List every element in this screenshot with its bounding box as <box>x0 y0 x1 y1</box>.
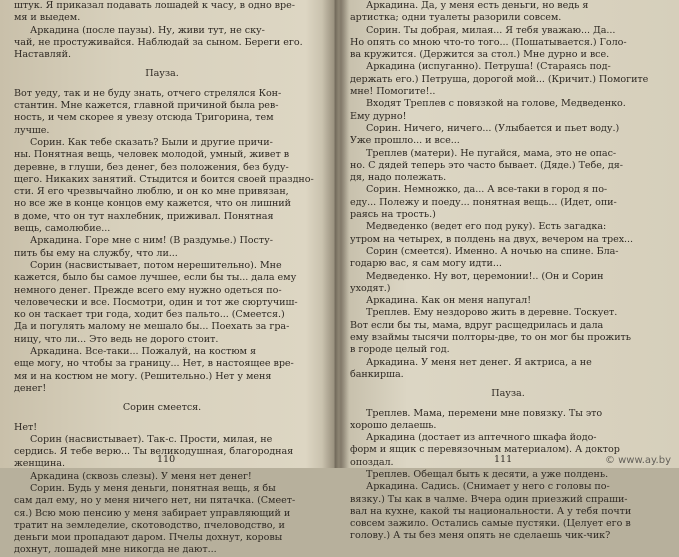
text-line: пить бы ему на службу, что ли... <box>14 247 178 259</box>
text-line: чай, не простуживайся. Наблюдай за сыном. Береги его. <box>14 36 303 48</box>
right-page <box>334 0 679 542</box>
spacer <box>14 81 310 88</box>
text-line: Входят Треплев с повязкой на голове, Медведенко. <box>366 98 626 110</box>
text-line: Пауза. <box>145 68 179 80</box>
text-line: щего. Никаких занятий. Стыдится и боится своей праздно- <box>14 173 314 185</box>
text-line: Аркадина (после паузы). Ну, живи тут, не ску- <box>30 24 265 36</box>
text-line: Сорин. Будь у меня деньги, понятная вещь, я бы <box>30 482 276 494</box>
text-line: ны. Понятная вещь, человек молодой, умный, живет в <box>14 149 290 161</box>
text-line: но. С дядей теперь это часто бывает. (Дяде.) Тебе, дя- <box>350 159 623 171</box>
watermark: © www.ay.by <box>604 455 671 466</box>
spacer <box>14 61 310 68</box>
text-line: тратит на земледелие, скотоводство, пчеловодство, и <box>14 519 285 531</box>
text-line: Треплев. Обещал быть к десяти, а уже полдень. <box>366 468 609 480</box>
text-line: Аркадина (испуганно). Петруша! (Стараясь под- <box>366 61 611 73</box>
text-line: деревне, в глуши, без денег, без положения, без буду- <box>14 161 289 173</box>
text-line: стантин. Мне кажется, главной причиной была рев- <box>14 100 279 112</box>
text-line: Треплев. Мама, перемени мне повязку. Ты это <box>366 407 603 419</box>
text-line: сам дал ему, но у меня ничего нет, ни пятачка. (Смеет- <box>14 495 296 507</box>
text-line: Треплев. Ему нездорово жить в деревне. Тоскует. <box>366 307 618 319</box>
text-line: Сорин. Немножко, да... А все-таки в город я по- <box>366 184 608 196</box>
text-line: кажется, было бы самое лучшее, если бы ты... дала ему <box>14 272 297 284</box>
text-line: Сорин. Ты добрая, милая... Я тебя уважаю... Да... <box>366 24 616 36</box>
text-line: Сорин (смеется). Именно. А ночью на спине. Бла- <box>366 245 619 257</box>
text-line: годарю вас, я сам могу идти... <box>350 258 502 270</box>
text-line: Но опять со мною что-то того... (Пошатывается.) Голо- <box>350 36 627 48</box>
right-page-number: 111 <box>494 454 513 465</box>
text-line: еду... Полежу и поеду... понятная вещь... (Идет, опи- <box>350 196 617 208</box>
text-line: Медведенко (ведет его под руку). Есть загадка: <box>366 221 607 233</box>
text-line: Сорин (насвистывает, потом нерешительно). Мне <box>30 259 282 271</box>
text-line: денег! <box>14 382 47 394</box>
text-line: лучше. <box>14 124 50 136</box>
text-line: Пауза. <box>491 388 525 400</box>
text-line: ность, и чем скорее я увезу отсюда Тригорина, тем <box>14 112 274 124</box>
text-line: Сорин. Как тебе сказать? Были и другие причи- <box>30 136 273 148</box>
text-line: банкирша. <box>350 368 404 380</box>
left-page-number: 110 <box>157 454 176 465</box>
text-line: раясь на трость.) <box>350 209 436 221</box>
text-line: Аркадина. Садись. (Снимает у него с головы по- <box>366 481 610 493</box>
spacer <box>14 395 310 402</box>
text-line: в городе целый год. <box>350 344 450 356</box>
text-line: Аркадина. У меня нет денег. Я актриса, а не <box>366 356 592 368</box>
text-line: сердись. Я тебе верю... Ты великодушная, благородная <box>14 446 294 458</box>
text-line: Да и погулять малому не мешало бы... Поехать за гра- <box>14 321 290 333</box>
text-line: совсем зажило. Остались самые пустяки. (Целует его в <box>350 518 631 530</box>
text-line: Вот если бы ты, мама, вдруг расщедрилась и дала <box>350 319 604 331</box>
text-line: ва кружится. (Держится за стол.) Мне дурно и все. <box>350 49 610 61</box>
text-line: штук. Я приказал подавать лошадей к часу, в одно вре- <box>14 0 295 11</box>
text-line: Треплев (матери). Не пугайся, мама, это не опас- <box>366 147 617 159</box>
text-line: Уже прошло... и все... <box>350 135 460 147</box>
text-line: уходят.) <box>350 282 391 294</box>
text-line: ницу, что ли... Это ведь не дорого стоит. <box>14 333 219 345</box>
text-line: дя, надо полежать. <box>350 172 447 184</box>
text-line: форм и ящик с перевязочным материалом). А доктор <box>350 444 620 456</box>
text-line: Сорин смеется. <box>122 402 202 414</box>
text-line: Аркадина (достает из аптечного шкафа йодо- <box>366 432 597 444</box>
spacer <box>14 415 310 422</box>
text-line: опоздал. <box>350 456 394 468</box>
text-line: еще могу, но чтобы за границу... Нет, в настоящее вре- <box>14 358 294 370</box>
text-line: Наставляй. <box>14 49 71 61</box>
text-line: в доме, что он тут нахлебник, приживал. Понятная <box>14 210 274 222</box>
text-line: человечески и все. Посмотри, один и тот же сюртучиш- <box>14 296 298 308</box>
text-line: Нет! <box>14 421 38 433</box>
left-page-text <box>14 0 314 557</box>
left-page <box>0 0 334 556</box>
text-line: Сорин. Ничего, ничего... (Улыбается и пьет воду.) <box>366 122 620 134</box>
spacer <box>350 401 666 408</box>
text-line: женщина. <box>14 458 65 470</box>
text-line: вещь, самолюбие... <box>14 223 111 235</box>
text-line: но все же в конце концов ему кажется, что он лишний <box>14 198 291 210</box>
text-line: Аркадина. Горе мне с ним! (В раздумье.) Посту- <box>30 235 273 247</box>
spacer <box>350 381 666 388</box>
text-line: ему взаймы тысячи полторы-две, то он мог бы прожить <box>350 332 631 344</box>
text-line: дохнут, лошадей мне никогда не дают... <box>14 544 217 556</box>
text-line: вязку.) Ты как в чалме. Вчера один приезжий спраши- <box>350 493 628 505</box>
text-line: Аркадина. Все-таки... Пожалуй, на костюм я <box>30 346 256 358</box>
text-line: мя и на костюм не могу. (Решительно.) Нет у меня <box>14 370 272 382</box>
text-line: артистка; одни туалеты разорили совсем. <box>350 12 562 24</box>
text-line: держать его.) Петруша, дорогой мой... (Кричит.) Помогите <box>350 73 649 85</box>
text-line: вал на кухне, какой ты национальности. А у тебя почти <box>350 505 632 517</box>
text-line: Аркадина. Как он меня напугал! <box>366 295 532 307</box>
text-line: немного денег. Прежде всего ему нужно одеться по- <box>14 284 282 296</box>
text-line: ся.) Всю мою пенсию у меня забирает управляющий и <box>14 507 291 519</box>
text-line: Ему дурно! <box>350 110 407 122</box>
text-line: ко он таскает три года, ходит без пальто... (Смеется.) <box>14 309 285 321</box>
text-line: Медведенко. Ну вот, церемонии!.. (Он и Сорин <box>366 270 604 282</box>
text-line: Аркадина. Да, у меня есть деньги, но ведь я <box>366 0 589 11</box>
text-line: Сорин (насвистывает). Так-с. Прости, милая, не <box>30 433 273 445</box>
text-line: деньги мои пропадают даром. Пчелы дохнут, коровы <box>14 532 283 544</box>
text-line: хорошо делаешь. <box>350 419 437 431</box>
text-line: Вот уеду, так и не буду знать, отчего стрелялся Кон- <box>14 87 282 99</box>
text-line: мя и выедем. <box>14 12 81 24</box>
text-line: голову.) А ты без меня опять не сделаешь чик-чик? <box>350 530 611 542</box>
text-line: Аркадина (сквозь слезы). У меня нет денег! <box>30 470 252 482</box>
text-line: сти. Я его чрезвычайно люблю, и он ко мне привязан, <box>14 186 289 198</box>
text-line: мне! Помогите!.. <box>350 86 436 98</box>
text-line: утром на четырех, в полдень на двух, вечером на трех... <box>350 233 634 245</box>
